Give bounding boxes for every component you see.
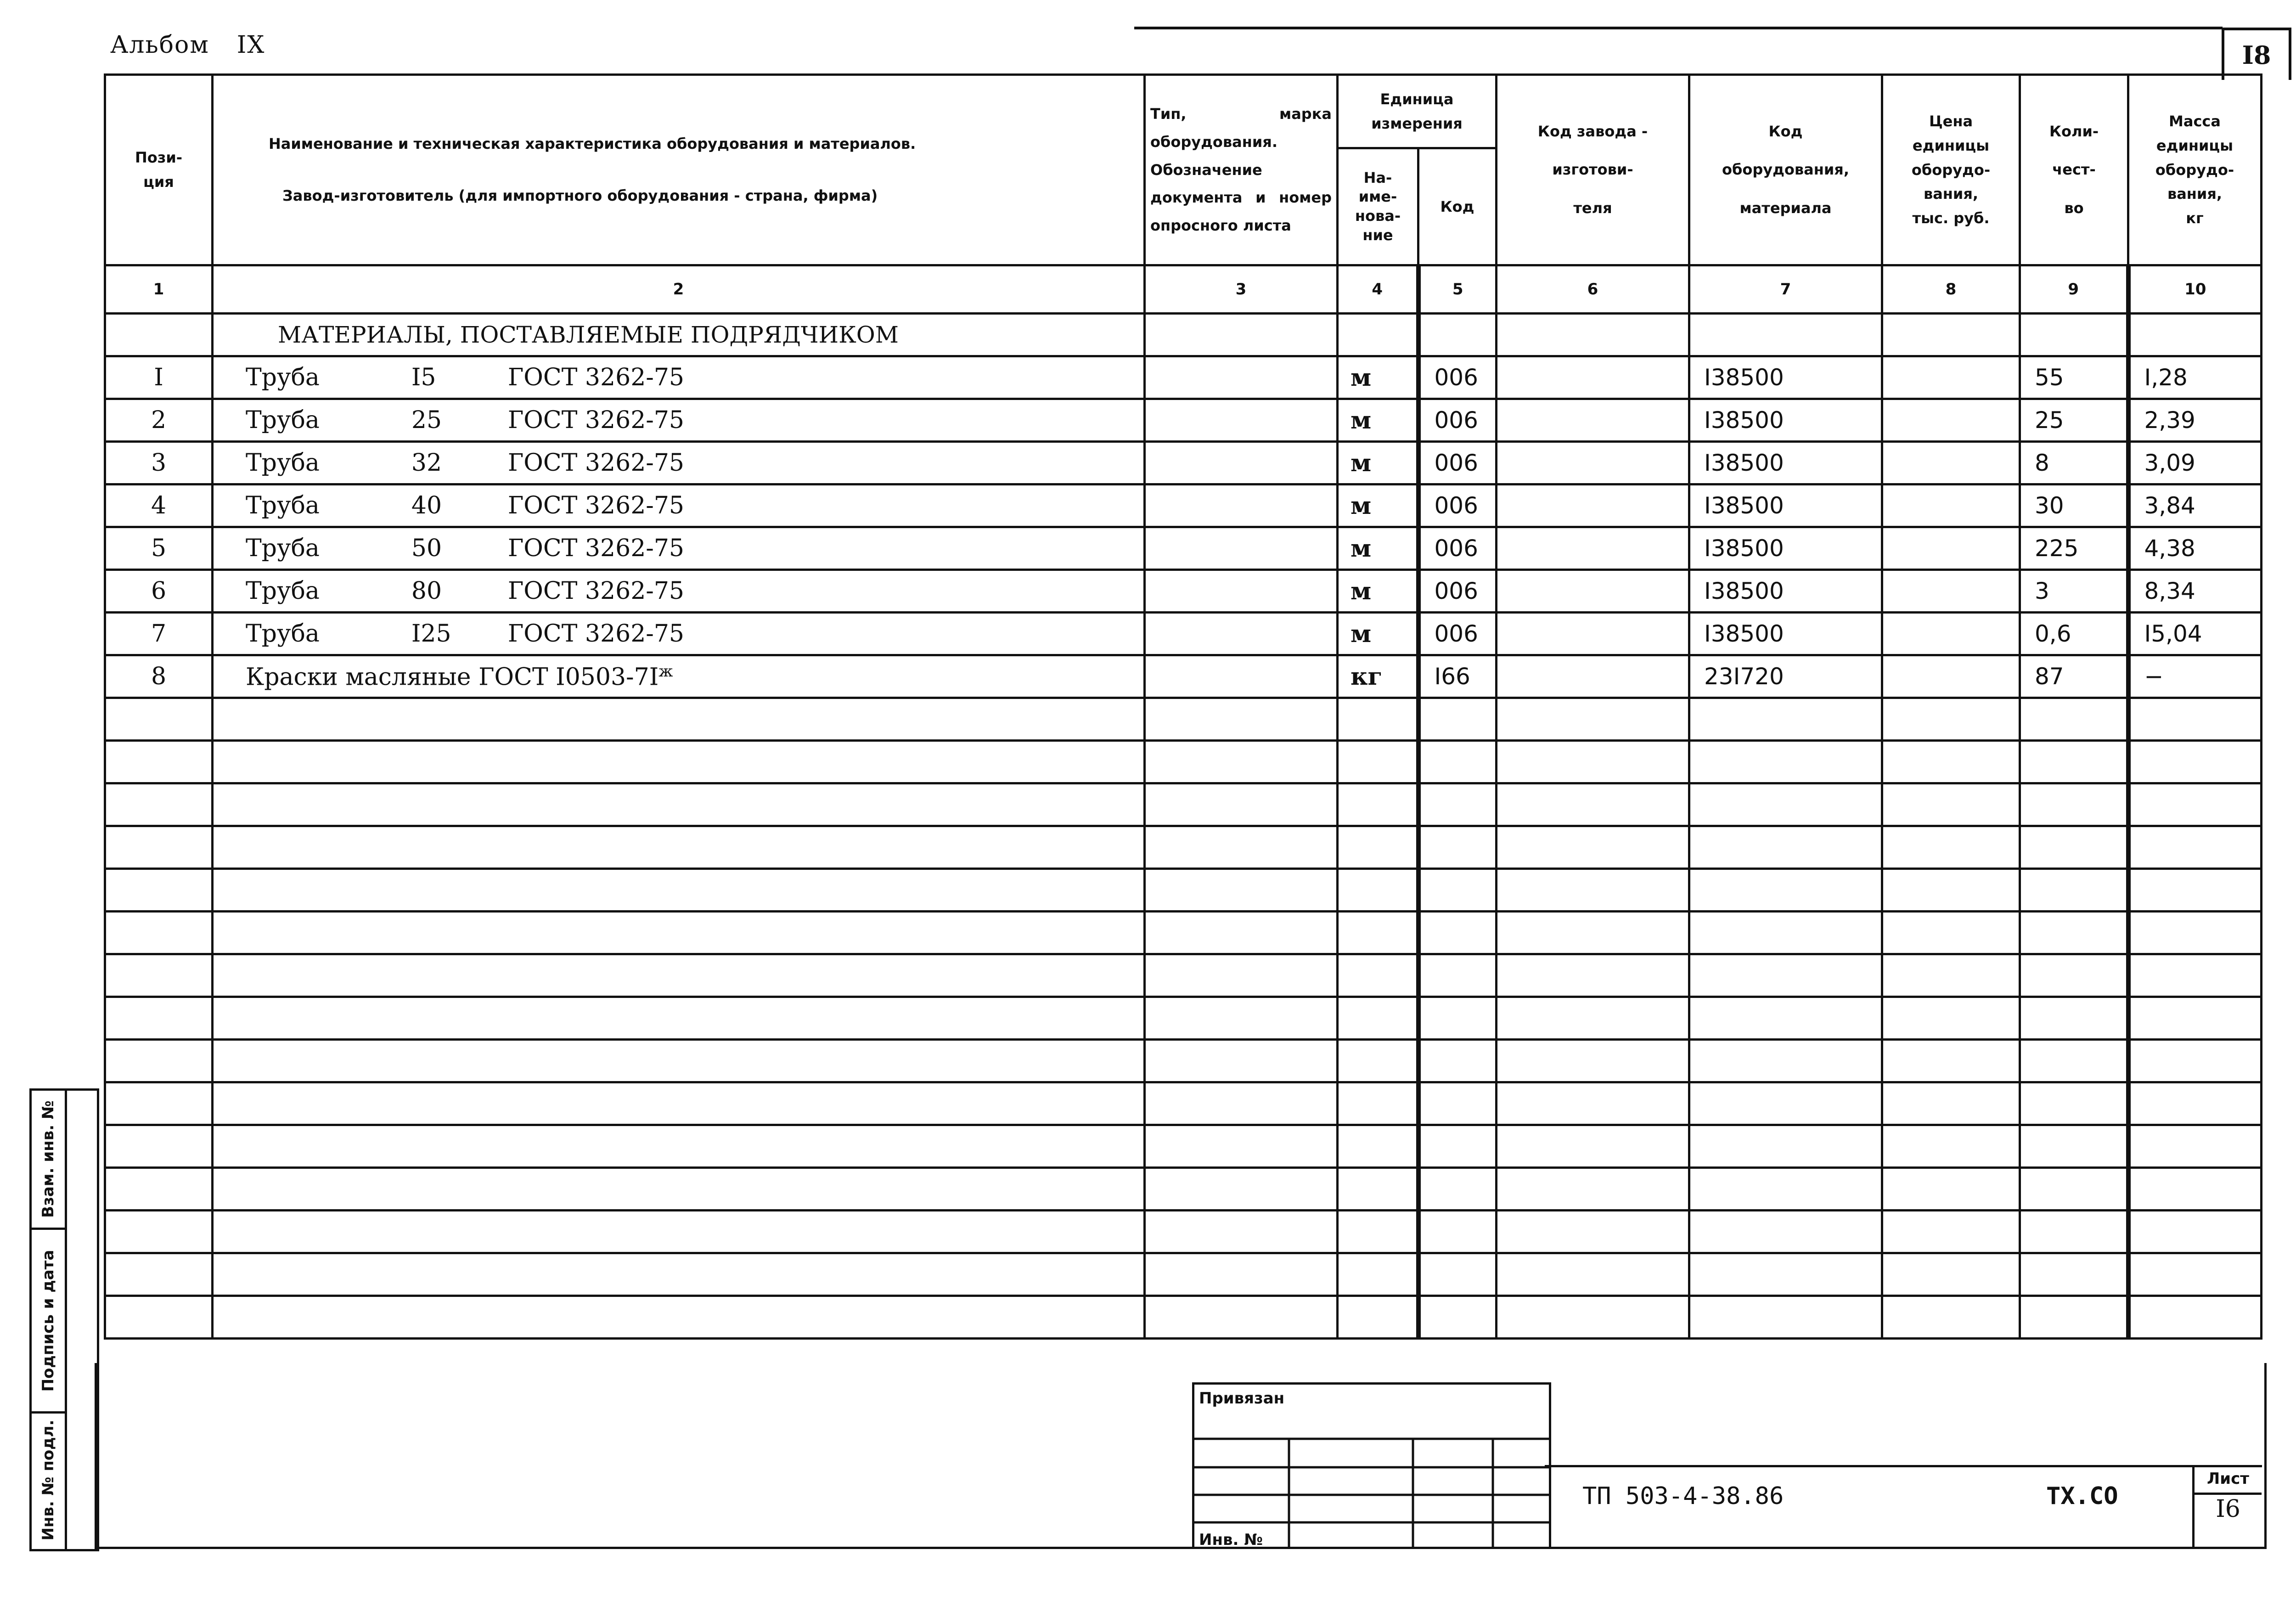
item-position: 7 bbox=[105, 613, 213, 655]
table-row bbox=[105, 613, 2262, 655]
header-price: Цена единицы оборудо- вания, тыс. руб. bbox=[1882, 75, 2020, 265]
sheet-label: Лист bbox=[2195, 1465, 2262, 1495]
item-quantity: 0,6 bbox=[2020, 613, 2128, 655]
header-item-code: Код оборудования, материала bbox=[1689, 75, 1882, 265]
inventory-label: Инв. № bbox=[1199, 1531, 1263, 1549]
item-name: Труба 25 ГОСТ 3262-75 bbox=[213, 399, 1145, 442]
empty-row bbox=[105, 954, 2262, 997]
item-unit: м bbox=[1338, 527, 1418, 570]
table-row bbox=[105, 485, 2262, 527]
item-unit-code: 006 bbox=[1418, 356, 1497, 399]
item-position: 5 bbox=[105, 527, 213, 570]
item-factory-code bbox=[1497, 399, 1689, 442]
item-code: I38500 bbox=[1689, 570, 1882, 613]
item-code: I38500 bbox=[1689, 527, 1882, 570]
item-position: 6 bbox=[105, 570, 213, 613]
item-unit-code: 006 bbox=[1418, 442, 1497, 485]
empty-row bbox=[105, 1168, 2262, 1211]
item-position: 4 bbox=[105, 485, 213, 527]
document-code: ТП 503-4-38.86 bbox=[1582, 1482, 1784, 1510]
empty-row bbox=[105, 1082, 2262, 1125]
item-position: 2 bbox=[105, 399, 213, 442]
item-code: I38500 bbox=[1689, 485, 1882, 527]
colnum-7: 7 bbox=[1689, 265, 1882, 314]
section-title: МАТЕРИАЛЫ, ПОСТАВЛЯЕМЫЕ ПОДРЯДЧИКОМ bbox=[213, 314, 1145, 356]
item-type bbox=[1145, 399, 1338, 442]
header-unit: Единица измерения bbox=[1338, 75, 1497, 148]
item-type bbox=[1145, 527, 1338, 570]
colnum-4: 4 bbox=[1338, 265, 1418, 314]
empty-row bbox=[105, 698, 2262, 741]
item-mass: 2,39 bbox=[2128, 399, 2262, 442]
header-factory-code: Код завода - изготови- теля bbox=[1497, 75, 1689, 265]
item-position: 3 bbox=[105, 442, 213, 485]
item-type bbox=[1145, 655, 1338, 698]
header-position: Пози- ция bbox=[105, 75, 213, 265]
item-code: I38500 bbox=[1689, 356, 1882, 399]
table-row bbox=[105, 442, 2262, 485]
item-type bbox=[1145, 442, 1338, 485]
header-type: Тип, марка оборудования. Обозначение документа и номер опросного листа bbox=[1145, 75, 1338, 265]
album-word: Альбом bbox=[110, 31, 209, 59]
item-type bbox=[1145, 613, 1338, 655]
sheet-box bbox=[2192, 1465, 2262, 1547]
item-unit: кг bbox=[1338, 655, 1418, 698]
item-name: Труба 50 ГОСТ 3262-75 bbox=[213, 527, 1145, 570]
colnum-5: 5 bbox=[1418, 265, 1497, 314]
table-row bbox=[105, 527, 2262, 570]
item-position: I bbox=[105, 356, 213, 399]
item-price bbox=[1882, 570, 2020, 613]
empty-row bbox=[105, 1211, 2262, 1253]
item-position: 8 bbox=[105, 655, 213, 698]
colnum-10: 10 bbox=[2128, 265, 2262, 314]
item-price bbox=[1882, 613, 2020, 655]
section-row bbox=[105, 314, 2262, 356]
colnum-9: 9 bbox=[2020, 265, 2128, 314]
colnum-1: 1 bbox=[105, 265, 213, 314]
item-code: I38500 bbox=[1689, 613, 1882, 655]
item-unit-code: 006 bbox=[1418, 570, 1497, 613]
item-factory-code bbox=[1497, 356, 1689, 399]
item-unit-code: 006 bbox=[1418, 399, 1497, 442]
item-quantity: 8 bbox=[2020, 442, 2128, 485]
item-price bbox=[1882, 399, 2020, 442]
item-price bbox=[1882, 442, 2020, 485]
item-unit-code: 006 bbox=[1418, 613, 1497, 655]
top-rule bbox=[1134, 27, 2223, 29]
item-factory-code bbox=[1497, 527, 1689, 570]
table-row bbox=[105, 570, 2262, 613]
empty-row bbox=[105, 1253, 2262, 1296]
item-price bbox=[1882, 485, 2020, 527]
header-quantity: Коли- чест- во bbox=[2020, 75, 2128, 265]
item-type bbox=[1145, 485, 1338, 527]
item-quantity: 55 bbox=[2020, 356, 2128, 399]
empty-row bbox=[105, 1125, 2262, 1168]
header-name-line2: Завод-изготовитель (для импортного оборудования - страна, фирма) bbox=[282, 187, 878, 204]
item-mass: 4,38 bbox=[2128, 527, 2262, 570]
table-row bbox=[105, 356, 2262, 399]
album-label bbox=[110, 31, 293, 59]
item-unit: м bbox=[1338, 442, 1418, 485]
item-type bbox=[1145, 356, 1338, 399]
item-name: Труба I25 ГОСТ 3262-75 bbox=[213, 613, 1145, 655]
table-row bbox=[105, 655, 2262, 698]
item-code: I38500 bbox=[1689, 442, 1882, 485]
item-unit: м bbox=[1338, 485, 1418, 527]
empty-row bbox=[105, 912, 2262, 954]
page-number: I8 bbox=[2222, 28, 2291, 80]
item-name: Краски масляные ГОСТ $I0503-7I^ж$ bbox=[213, 655, 1145, 698]
album-number: IX bbox=[236, 31, 265, 59]
item-mass: 8,34 bbox=[2128, 570, 2262, 613]
item-unit: м bbox=[1338, 613, 1418, 655]
bound-block bbox=[1192, 1382, 1551, 1549]
item-unit: м bbox=[1338, 356, 1418, 399]
item-quantity: 87 bbox=[2020, 655, 2128, 698]
empty-row bbox=[105, 997, 2262, 1040]
item-code: I38500 bbox=[1689, 399, 1882, 442]
item-quantity: 3 bbox=[2020, 570, 2128, 613]
item-quantity: 225 bbox=[2020, 527, 2128, 570]
item-price bbox=[1882, 356, 2020, 399]
item-mass: I,28 bbox=[2128, 356, 2262, 399]
empty-row bbox=[105, 741, 2262, 783]
side-stamp bbox=[29, 1088, 99, 1551]
item-factory-code bbox=[1497, 442, 1689, 485]
item-factory-code bbox=[1497, 485, 1689, 527]
item-name: Труба I5 ГОСТ 3262-75 bbox=[213, 356, 1145, 399]
side-cell-replace: Взам. инв. № bbox=[32, 1091, 65, 1230]
item-name: Труба 40 ГОСТ 3262-75 bbox=[213, 485, 1145, 527]
header-mass: Масса единицы оборудо- вания, кг bbox=[2128, 75, 2262, 265]
specification-table bbox=[104, 73, 2262, 1340]
header-name-line1: Наименование и техническая характеристика оборудования и материалов. bbox=[269, 135, 916, 153]
sheet-code: ТХ.СО bbox=[2046, 1482, 2118, 1510]
item-unit-code: 006 bbox=[1418, 527, 1497, 570]
item-unit: м bbox=[1338, 570, 1418, 613]
item-mass: − bbox=[2128, 655, 2262, 698]
item-factory-code bbox=[1497, 613, 1689, 655]
item-price bbox=[1882, 655, 2020, 698]
item-mass: 3,09 bbox=[2128, 442, 2262, 485]
colnum-3: 3 bbox=[1145, 265, 1338, 314]
item-unit: м bbox=[1338, 399, 1418, 442]
item-price bbox=[1882, 527, 2020, 570]
item-mass: I5,04 bbox=[2128, 613, 2262, 655]
item-unit-code: 006 bbox=[1418, 485, 1497, 527]
item-name: Труба 32 ГОСТ 3262-75 bbox=[213, 442, 1145, 485]
empty-row bbox=[105, 869, 2262, 912]
item-code: 23I720 bbox=[1689, 655, 1882, 698]
table-row bbox=[105, 399, 2262, 442]
item-factory-code bbox=[1497, 655, 1689, 698]
header-unit-name: На- име- нова- ние bbox=[1338, 148, 1418, 265]
colnum-6: 6 bbox=[1497, 265, 1689, 314]
item-unit-code: I66 bbox=[1418, 655, 1497, 698]
colnum-8: 8 bbox=[1882, 265, 2020, 314]
empty-row bbox=[105, 826, 2262, 869]
bound-grid bbox=[1194, 1385, 1549, 1549]
item-name: Труба 80 ГОСТ 3262-75 bbox=[213, 570, 1145, 613]
item-type bbox=[1145, 570, 1338, 613]
sheet-number: I6 bbox=[2216, 1495, 2240, 1523]
item-mass: 3,84 bbox=[2128, 485, 2262, 527]
side-cell-original: Инв. № подл. bbox=[39, 1420, 57, 1541]
side-cell-signature: Подпись и дата bbox=[32, 1230, 65, 1414]
empty-row bbox=[105, 1040, 2262, 1082]
item-quantity: 30 bbox=[2020, 485, 2128, 527]
header-unit-code: Код bbox=[1418, 148, 1497, 265]
empty-row bbox=[105, 783, 2262, 826]
empty-row bbox=[105, 1296, 2262, 1339]
bound-label: Привязан bbox=[1199, 1389, 1285, 1408]
item-quantity: 25 bbox=[2020, 399, 2128, 442]
header-name bbox=[213, 75, 1145, 265]
item-factory-code bbox=[1497, 570, 1689, 613]
colnum-2: 2 bbox=[213, 265, 1145, 314]
